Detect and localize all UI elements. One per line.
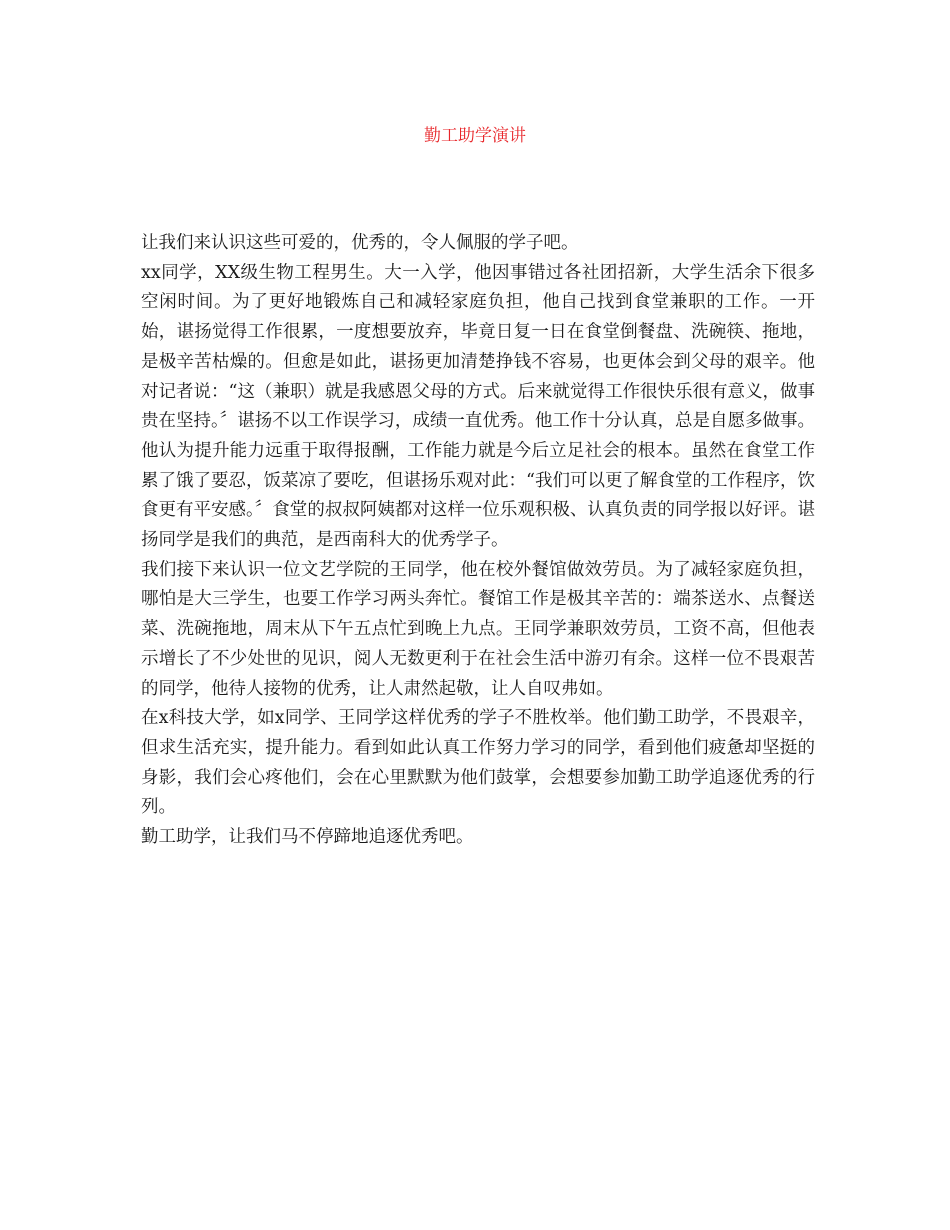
- document-title: 勤工助学演讲: [424, 126, 526, 146]
- paragraph-closing: 勤工助学，让我们马不停蹄地追逐优秀吧。: [141, 827, 474, 848]
- document-body: [141, 229, 815, 853]
- paragraph-student-xx: xx同学，XX级生物工程男生。大一入学，他因事错过各社团招新，大学生活余下很多空闲时间。为了更好地锻炼自己和减轻家庭负担，他自己找到食堂兼职的工作。一开始，谌扬觉得工作很累，一度想要放弃，毕竟日复一日在食堂倒餐盘、洗碗筷、拖地，是极辛苦枯燥的。但愈是如此，谌扬更加清楚挣钱不容易，也更体会到父母的艰辛。他对记者说：“这（兼职）就是我感恩父母的方式。后来就觉得工作很快乐很有意义，做事贵在坚持。〞谌扬不以工作误学习，成绩一直优秀。他工作十分认真，总是自愿多做事。他认为提升能力远重于取得报酬，工作能力就是今后立足社会的根本。虽然在食堂工作累了饿了要忍，饭菜凉了要吃，但谌扬乐观对此：“我们可以更了解食堂的工作程序，饮食更有平安感。〞食堂的叔叔阿姨都对这样一位乐观积极、认真负责的同学报以好评。谌扬同学是我们的典范，是西南科大的优秀学子。: [141, 262, 815, 551]
- paragraph-student-wang: 我们接下来认识一位文艺学院的王同学，他在校外餐馆做效劳员。为了减轻家庭负担，哪怕是大三学生，也要工作学习两头奔忙。餐馆工作是极其辛苦的：端茶送水、点餐送菜、洗碗拖地，周末从下午五点忙到晚上九点。王同学兼职效劳员，工资不高，但他表示增长了不少处世的见识，阅人无数更利于在社会生活中游刃有余。这样一位不畏艰苦的同学，他待人接物的优秀，让人肃然起敬，让人自叹弗如。: [141, 559, 815, 699]
- paragraph-summary: 在x科技大学，如x同学、王同学这样优秀的学子不胜枚举。他们勤工助学，不畏艰辛，但求生活充实，提升能力。看到如此认真工作努力学习的同学，看到他们疲惫却坚挺的身影，我们会心疼他们，会在心里默默为他们鼓掌，会想要参加勤工助学追逐优秀的行列。: [141, 708, 815, 818]
- paragraph-intro: 让我们来认识这些可爱的，优秀的，令人佩服的学子吧。: [141, 233, 579, 253]
